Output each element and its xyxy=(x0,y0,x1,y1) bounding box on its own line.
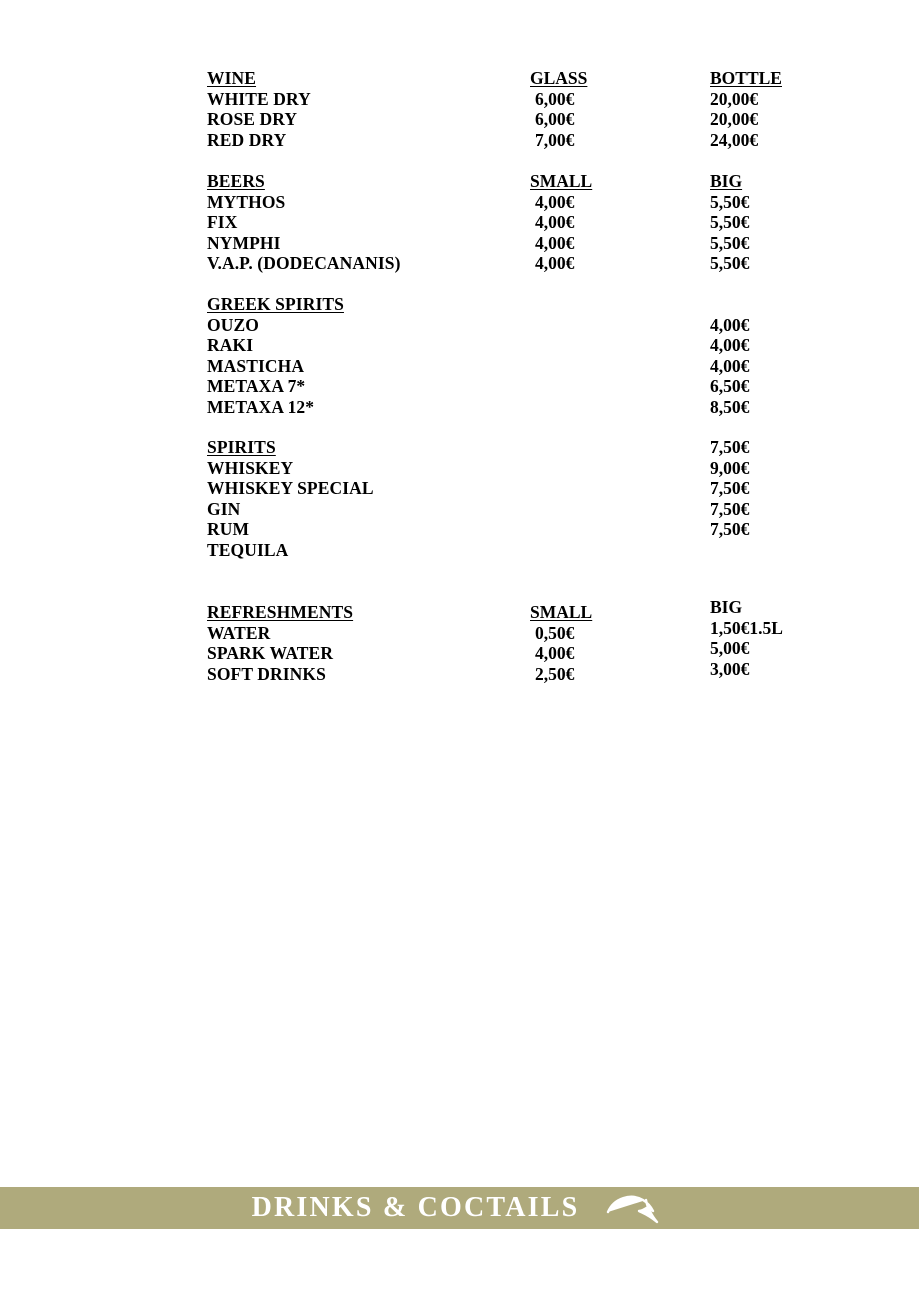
column-header-small: SMALL xyxy=(530,171,593,191)
column-header-small: SMALL xyxy=(530,602,593,622)
item-name: SPARK WATER xyxy=(207,643,334,663)
section-header-row xyxy=(207,68,847,89)
item-name: OUZO xyxy=(207,314,259,335)
menu-item-row xyxy=(207,233,847,254)
item-name: SOFT DRINKS xyxy=(207,663,326,684)
menu-item-row xyxy=(207,478,847,499)
menu-item-row xyxy=(207,253,847,274)
menu-item-row xyxy=(207,130,847,151)
item-price-right: 24,00€ xyxy=(710,129,759,150)
section-header-row xyxy=(207,437,847,458)
item-price-mid: 2,50€ xyxy=(535,663,575,684)
section-header-row xyxy=(207,171,847,192)
menu-item-row xyxy=(207,458,847,479)
item-name: MYTHOS xyxy=(207,191,286,212)
item-price-right: 8,50€ xyxy=(710,396,750,417)
item-price-right: 4,00€ xyxy=(710,355,750,376)
item-name: WHITE DRY xyxy=(207,88,311,109)
item-name: NYMPHI xyxy=(207,232,281,253)
item-price-right: 5,50€ xyxy=(710,232,750,253)
item-name: FIX xyxy=(207,212,238,232)
item-price-right: 3,00€ xyxy=(710,658,750,679)
item-price-mid: 4,00€ xyxy=(535,643,575,663)
footer-title: DRINKS & COCTAILS xyxy=(251,1192,580,1223)
item-name: RAKI xyxy=(207,335,254,355)
swoosh-arrow-icon xyxy=(605,1191,667,1225)
item-price-mid: 6,00€ xyxy=(535,109,575,129)
menu-item-row xyxy=(207,519,847,540)
menu-item-row xyxy=(207,499,847,520)
item-name: V.A.P. (DODECANANIS) xyxy=(207,253,401,273)
section-title-greek-spirits: GREEK SPIRITS xyxy=(207,294,344,314)
menu-item-row xyxy=(207,315,847,336)
section-title-beers: BEERS xyxy=(207,171,265,191)
item-price-right: 7,50€ xyxy=(710,498,750,519)
item-price-right: 9,00€ xyxy=(710,457,750,478)
section-title-spirits: SPIRITS xyxy=(207,437,276,457)
menu-section-greek-spirits xyxy=(207,294,847,417)
item-price-mid: 4,00€ xyxy=(535,253,575,273)
item-price-right: 7,50€ xyxy=(710,519,750,539)
item-name: RED DRY xyxy=(207,129,287,150)
item-price-right: 6,50€ xyxy=(710,376,750,396)
item-name: WHISKEY xyxy=(207,457,294,478)
item-price-mid: 0,50€ xyxy=(535,622,575,643)
item-name: METAXA 12* xyxy=(207,396,315,417)
item-price-right: 5,50€ xyxy=(710,253,750,273)
menu-item-row xyxy=(207,192,847,213)
item-price-right: 1,50€1.5L xyxy=(710,617,783,638)
item-name: MASTICHA xyxy=(207,355,305,376)
item-name: METAXA 7* xyxy=(207,376,306,396)
section-title-refreshments: REFRESHMENTS xyxy=(207,602,354,622)
item-price-right: 5,50€ xyxy=(710,212,750,232)
item-price-mid: 4,00€ xyxy=(535,212,575,232)
item-name: ROSE DRY xyxy=(207,109,298,129)
menu-item-row xyxy=(207,109,847,130)
menu-section-spirits xyxy=(207,437,847,560)
item-price-mid: 6,00€ xyxy=(535,88,575,109)
item-price-mid: 4,00€ xyxy=(535,191,575,212)
column-header-big: BIG xyxy=(710,171,743,191)
menu-section-beers xyxy=(207,171,847,274)
menu-item-row xyxy=(207,397,847,418)
item-name: TEQUILA xyxy=(207,539,289,560)
item-price-right: 4,00€ xyxy=(710,314,750,335)
item-price-right: 7,50€ xyxy=(710,478,750,498)
item-price-right: 5,00€ xyxy=(710,638,750,658)
menu-item-row xyxy=(207,376,847,397)
menu-item-row xyxy=(207,212,847,233)
item-price-right: 20,00€ xyxy=(710,88,759,109)
item-name: WATER xyxy=(207,622,271,643)
menu-item-row xyxy=(207,89,847,110)
item-price-right: 20,00€ xyxy=(710,109,759,129)
menu-section-refreshments xyxy=(207,597,847,684)
item-name: RUM xyxy=(207,519,250,539)
refreshments-big-column xyxy=(710,597,890,679)
item-price-right: 5,50€ xyxy=(710,191,750,212)
footer-banner xyxy=(0,1187,919,1229)
item-name: GIN xyxy=(207,498,241,519)
column-header-bottle: BOTTLE xyxy=(710,68,782,88)
menu-section-wine xyxy=(207,68,847,150)
item-price-right: 4,00€ xyxy=(710,335,750,355)
menu-item-row xyxy=(207,356,847,377)
item-name: WHISKEY SPECIAL xyxy=(207,478,374,498)
menu-item-row xyxy=(207,335,847,356)
item-price-mid: 7,00€ xyxy=(535,129,575,150)
item-price-mid: 4,00€ xyxy=(535,232,575,253)
menu-item-row xyxy=(207,540,847,561)
section-title-wine: WINE xyxy=(207,68,257,88)
section-header-price: 7,50€ xyxy=(710,437,750,457)
section-header-row xyxy=(207,294,847,315)
column-header-big: BIG xyxy=(710,597,743,617)
column-header-glass: GLASS xyxy=(530,68,588,88)
